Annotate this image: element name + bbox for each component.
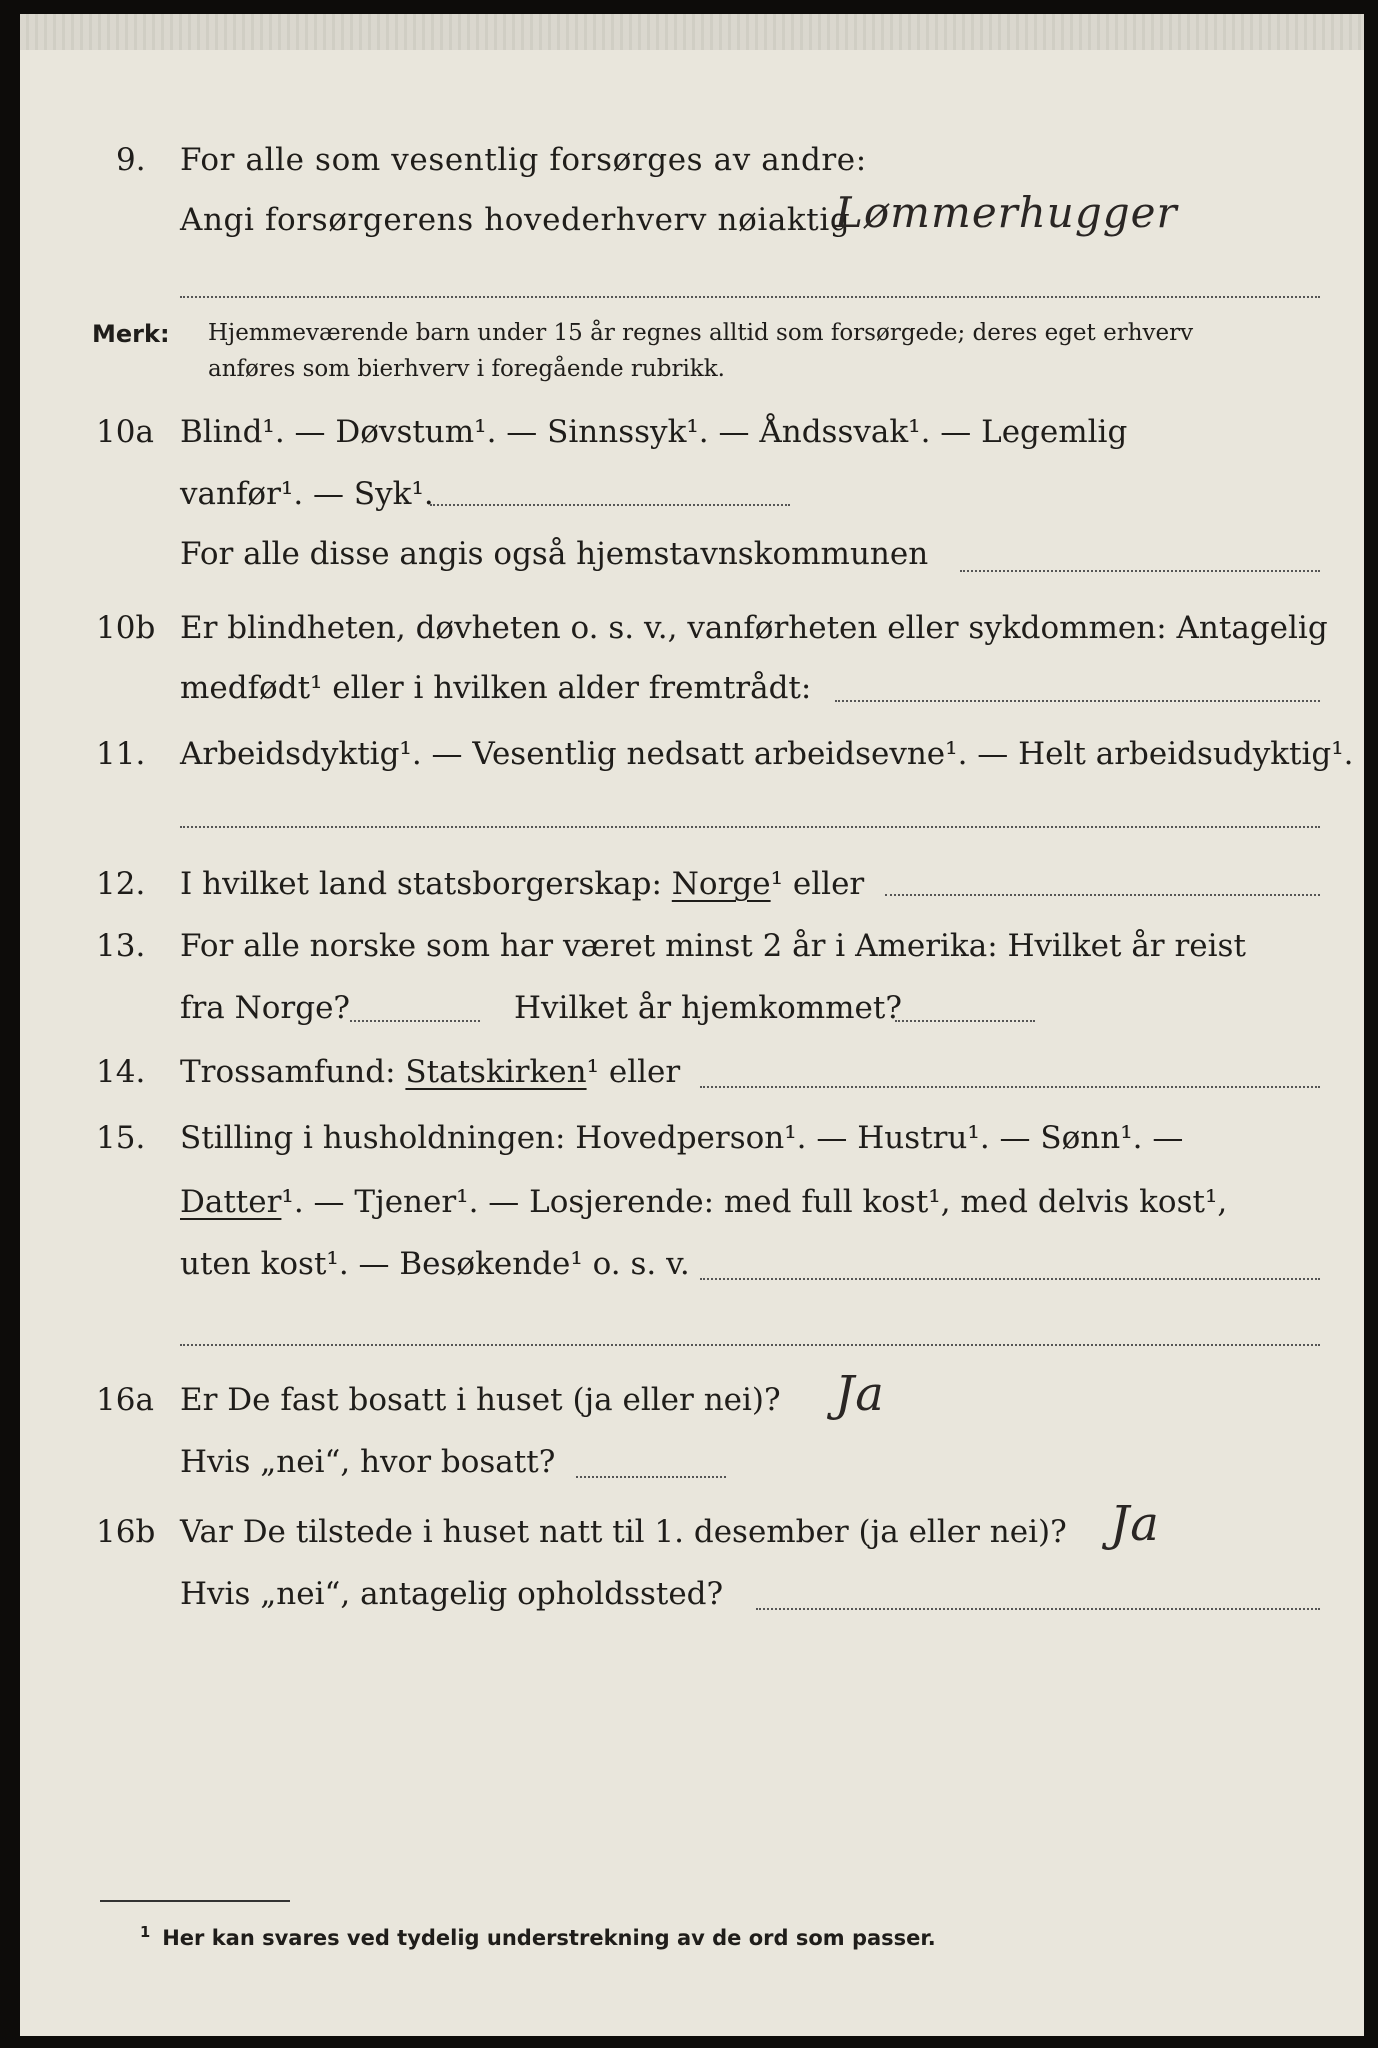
q9-number: 9.	[116, 142, 146, 178]
q16b-handwritten-answer: Ja	[1110, 1496, 1160, 1552]
q14-text	[180, 1054, 680, 1090]
q12-post: ¹ eller	[770, 866, 865, 902]
q15-text-3: uten kost¹. — Besøkende¹ o. s. v.	[180, 1246, 690, 1282]
footnote-text: Her kan svares ved tydelig understrekning av de ord som passer.	[162, 1926, 936, 1950]
q9-text-1: For alle som vesentlig forsørges av andre:	[180, 142, 867, 178]
q10b-line-2	[20, 670, 1364, 720]
q10a-text-3: For alle disse angis også hjemstavnskommunen	[180, 536, 929, 572]
q10b-alder-line	[835, 700, 1320, 702]
footnote-mark: 1	[140, 1924, 151, 1941]
q9-line-2	[20, 188, 1364, 252]
q16a-line-2	[20, 1444, 1364, 1494]
q10a-text-1: Blind¹. — Døvstum¹. — Sinnssyk¹. — Åndssvak¹. — Legemlig	[180, 414, 1128, 450]
q13-number: 13.	[96, 928, 146, 964]
q12-number: 12.	[96, 866, 146, 902]
q13-reist-line	[350, 1020, 480, 1022]
merk-label: Merk:	[92, 320, 170, 348]
q10a-text-2: vanfør¹. — Syk¹.	[180, 476, 434, 512]
q12-line	[20, 866, 1364, 916]
q12-underlined-norge: Norge	[671, 866, 771, 902]
q16b-text-2: Hvis „nei“, antagelig opholdssted?	[180, 1576, 724, 1612]
q16a-handwritten-answer: Ja	[835, 1366, 885, 1422]
q15-besokende-line	[700, 1278, 1320, 1280]
q10a-syk-line	[430, 504, 790, 506]
q15-underlined-datter: Datter	[180, 1184, 282, 1220]
q14-pre: Trossamfund:	[180, 1054, 396, 1090]
q13-text-1: For alle norske som har været minst 2 år i Amerika: Hvilket år reist	[180, 928, 1246, 964]
q9-text-2: Angi forsørgerens hovederhverv nøiaktig	[180, 202, 851, 238]
q10a-number: 10a	[96, 414, 154, 450]
q16a-number: 16a	[96, 1382, 154, 1418]
q11-number: 11.	[96, 736, 146, 772]
q14-underlined-statskirken: Statskirken	[405, 1054, 587, 1090]
q16b-line-2	[20, 1576, 1364, 1626]
q14-number: 14.	[96, 1054, 146, 1090]
q12-pre: I hvilket land statsborgerskap:	[180, 866, 662, 902]
q10a-line-1	[20, 414, 1364, 464]
q15-line-3	[20, 1246, 1364, 1296]
q15-text-2-rest: ¹. — Tjener¹. — Losjerende: med full kost¹, med delvis kost¹,	[281, 1184, 1228, 1220]
q16a-text-1: Er De fast bosatt i huset (ja eller nei)?	[180, 1382, 781, 1418]
q14-post: ¹ eller	[586, 1054, 681, 1090]
q16b-text-1: Var De tilstede i huset natt til 1. desember (ja eller nei)?	[180, 1514, 1067, 1550]
q15-line-1	[20, 1120, 1364, 1170]
q16a-text-2: Hvis „nei“, hvor bosatt?	[180, 1444, 556, 1480]
q9-line-1	[20, 142, 1364, 192]
q13-line-1	[20, 928, 1364, 978]
footnote	[140, 1924, 936, 1950]
q11-line-1	[20, 736, 1364, 786]
q15-text-2	[180, 1184, 1227, 1220]
q13-hjemkommet-line	[895, 1020, 1035, 1022]
q16a-line-1	[20, 1366, 1364, 1432]
q16b-line-1	[20, 1496, 1364, 1564]
q13-text-2b: Hvilket år hjemkommet?	[514, 990, 902, 1026]
q10a-line-2	[20, 476, 1364, 526]
q13-line-2	[20, 990, 1364, 1040]
q15-answer-line	[180, 1344, 1320, 1346]
q9-answer-line	[180, 296, 1320, 298]
q10b-text-1: Er blindheten, døvheten o. s. v., vanførheten eller sykdommen: Antagelig	[180, 610, 1328, 646]
q15-text-1: Stilling i husholdningen: Hovedperson¹. — Hustru¹. — Sønn¹. —	[180, 1120, 1184, 1156]
q13-text-2a: fra Norge?	[180, 990, 351, 1026]
q15-number: 15.	[96, 1120, 146, 1156]
q10a-kommune-line	[960, 570, 1320, 572]
page-top-edge	[20, 14, 1364, 50]
merk-text-2: anføres som bierhverv i foregående rubrikk.	[208, 356, 725, 382]
q14-line	[20, 1054, 1364, 1104]
q16b-number: 16b	[96, 1514, 156, 1550]
footnote-rule	[100, 1900, 290, 1902]
q11-answer-line	[180, 826, 1320, 828]
q10b-line-1	[20, 610, 1364, 660]
q10a-line-3	[20, 536, 1364, 586]
q12-answer-line	[885, 894, 1320, 896]
q12-text	[180, 866, 864, 902]
q14-answer-line	[700, 1086, 1320, 1088]
q11-text-1: Arbeidsdyktig¹. — Vesentlig nedsatt arbeidsevne¹. — Helt arbeidsudyktig¹.	[180, 736, 1354, 772]
census-form-page	[20, 14, 1364, 2036]
merk-line-2	[20, 356, 1364, 406]
q9-handwritten-answer: Lømmerhugger	[835, 188, 1178, 237]
q16b-opholdssted-line	[756, 1608, 1320, 1610]
merk-text-1: Hjemmeværende barn under 15 år regnes alltid som forsørgede; deres eget erhverv	[208, 320, 1194, 346]
q10b-text-2: medfødt¹ eller i hvilken alder fremtrådt:	[180, 670, 812, 706]
q15-line-2	[20, 1184, 1364, 1234]
q16a-bosatt-line	[576, 1476, 726, 1478]
q10b-number: 10b	[96, 610, 156, 646]
